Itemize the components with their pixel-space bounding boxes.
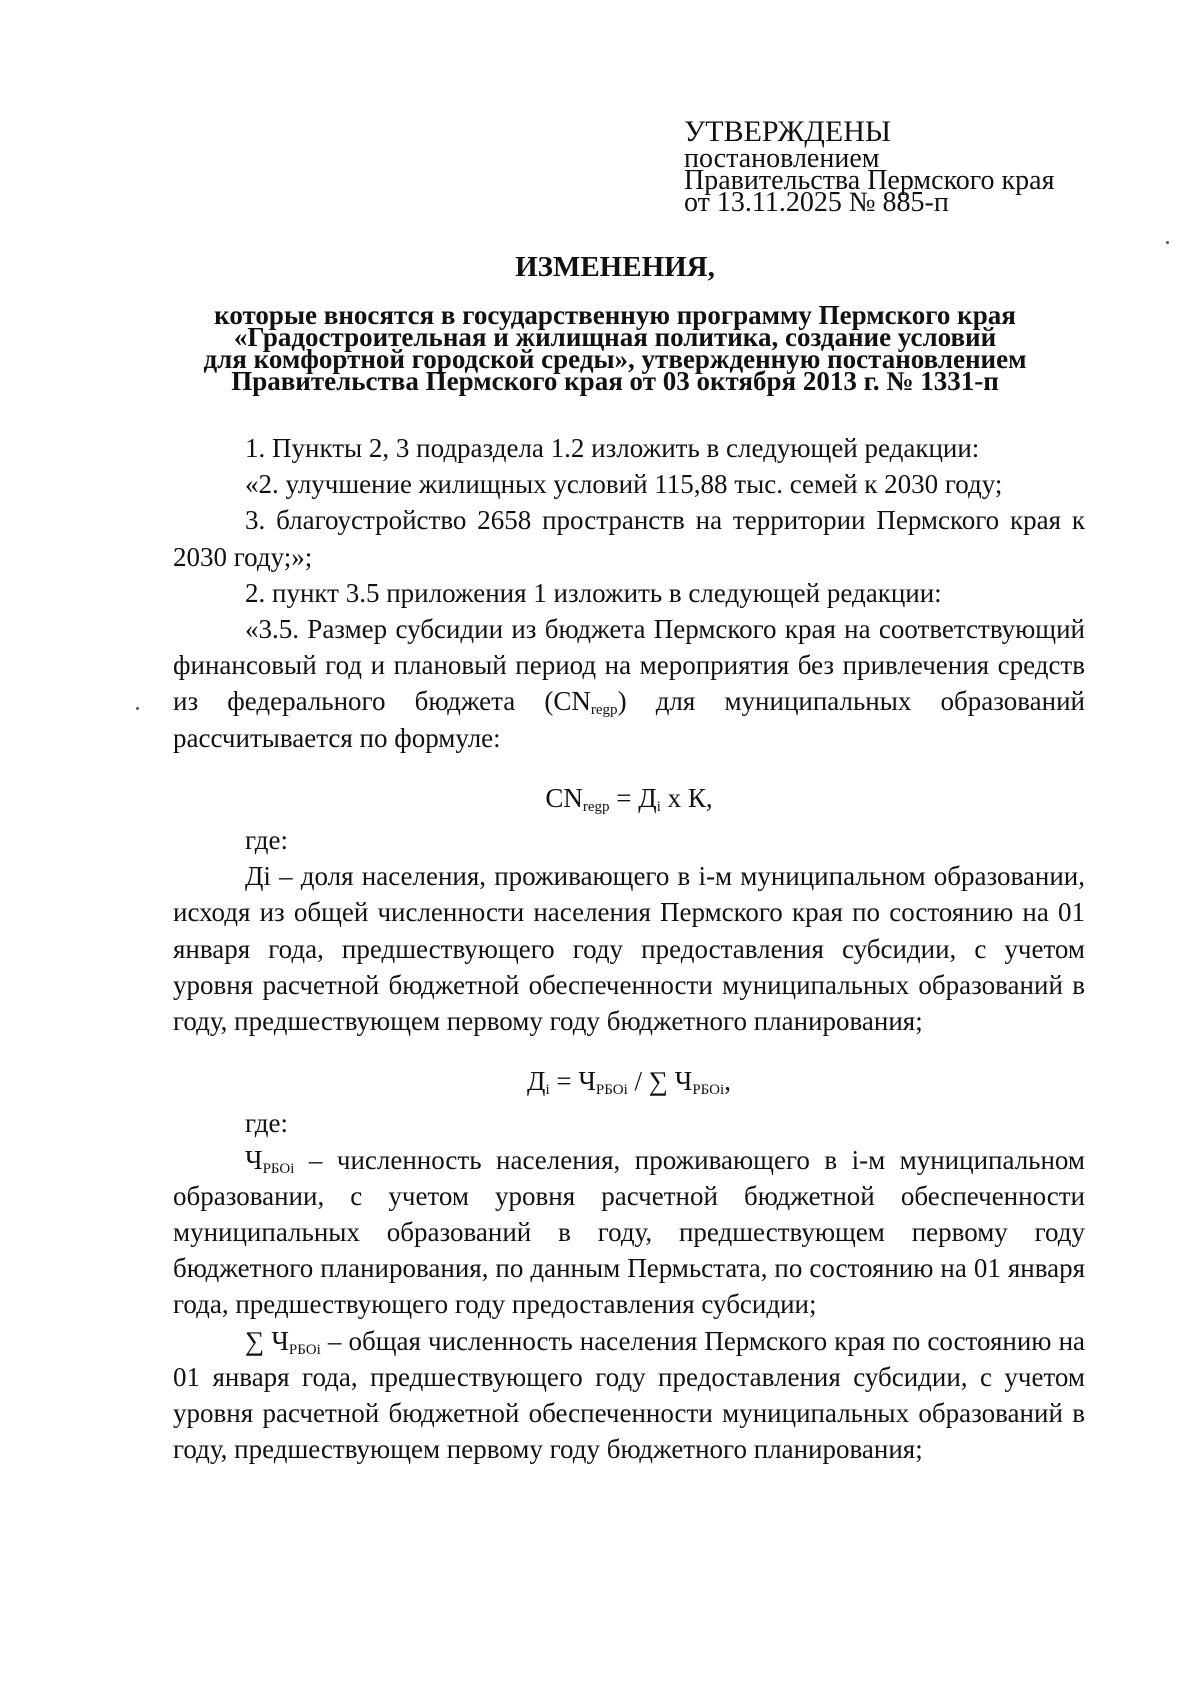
paragraph-7-symbol: Ч xyxy=(245,1144,263,1175)
formula-1-part-b: = Д xyxy=(609,782,657,813)
paragraph-8-subscript: РБОi xyxy=(288,1341,321,1358)
paragraph-8-text: – общая численность населения Пермского края по состоянию на 01 января года, предшествующего году предоставления субсидии, с учетом уровня расчетной бюджетной обеспеченности муниципальных образований в году, предшествующем первому году бюджетного планирования; xyxy=(173,1325,1086,1465)
paragraph-8 xyxy=(173,1323,1085,1468)
formula-1-sub-2: i xyxy=(656,798,661,815)
document-body xyxy=(173,430,1085,1467)
formula-1-part-c: х К, xyxy=(660,782,713,813)
paragraph-7-subscript: РБОi xyxy=(262,1160,295,1177)
paragraph-7 xyxy=(173,1142,1085,1323)
formula-2-part-b: = Ч xyxy=(549,1066,596,1097)
paragraph-2: «2. улучшение жилищных условий 115,88 тыс. семей к 2030 году; xyxy=(245,469,1003,500)
document-heading xyxy=(150,250,1080,396)
heading-subtitle-line-1: которые вносятся в государственную программу Пермского края xyxy=(214,300,1016,330)
paragraph-7-text: – численность населения, проживающего в i-м муниципальном образовании, с учетом уровня расчетной бюджетной обеспеченности муниципальных образований в году, предшествующем первому году бюджетного планирования, по данным Пермьстата, по состоянию на 01 января года, предшествующего году предоставления субсидии; xyxy=(173,1144,1085,1320)
heading-subtitle-line-4: Правительства Пермского края от 03 октября 2013 г. № 1331-п xyxy=(231,366,999,396)
paragraph-3: 3. благоустройство 2658 пространств на территории Пермского края к 2030 году;»; xyxy=(173,505,1085,572)
paragraph-1: 1. Пункты 2, 3 подраздела 1.2 изложить в следующей редакции: xyxy=(245,433,980,463)
where-label-2: где: xyxy=(245,1108,288,1139)
approval-line-2: Правительства Пермского края xyxy=(684,165,1055,196)
heading-subtitle xyxy=(150,300,1080,396)
formula-2-part-a: Д xyxy=(527,1066,546,1097)
approval-stamp xyxy=(684,115,1104,218)
formula-1-part-a: CN xyxy=(545,782,583,813)
where-label-1: где: xyxy=(245,825,288,856)
paragraph-4: 2. пункт 3.5 приложения 1 изложить в следующей редакции: xyxy=(245,577,942,608)
paragraph-8-symbol: ∑ Ч xyxy=(245,1325,289,1356)
formula-2-sub-3: РБОi xyxy=(692,1082,725,1099)
formula-2-part-c: / ∑ Ч xyxy=(627,1066,693,1097)
paragraph-5-text-a: «3.5. Размер субсидии из бюджета Пермского края на соответствующий финансовый год и плановый период на мероприятия без привлечения средств из федерального бюджета (CN xyxy=(173,614,1085,717)
paragraph-5-text-b: ) для муниципальных образований рассчитывается по формуле: xyxy=(173,686,1085,753)
scan-speck xyxy=(1166,241,1169,244)
formula-2-part-d: , xyxy=(724,1066,731,1097)
formula-2 xyxy=(173,1063,1085,1099)
formula-2-sub-2: РБОi xyxy=(595,1082,628,1099)
approval-line-1: постановлением xyxy=(684,143,880,174)
formula-1-sub-1: regp xyxy=(582,798,610,815)
heading-title: ИЗМЕНЕНИЯ, xyxy=(515,251,715,283)
heading-subtitle-line-2: «Градостроительная и жилищная политика, создание условий xyxy=(233,322,997,352)
paragraph-5 xyxy=(173,611,1085,756)
approval-line-3: от 13.11.2025 № 885-п xyxy=(684,187,949,218)
heading-subtitle-line-3: для комфортной городской среды», утвержденную постановлением xyxy=(203,344,1027,374)
approval-title: УТВЕРЖДЕНЫ xyxy=(684,115,892,148)
formula-1 xyxy=(173,780,1085,816)
paragraph-5-subscript: regp xyxy=(590,702,618,719)
scan-speck xyxy=(136,707,139,710)
formula-2-sub-1: i xyxy=(545,1082,550,1099)
paragraph-6: Дi – доля населения, проживающего в i-м муниципальном образовании, исходя из общей численности населения Пермского края по состоянию на 01 января года, предшествующего году предоставления субсидии, с учетом уровня расчетной бюджетной обеспеченности муниципальных образований в году, предшествующем первому году бюджетного планирования; xyxy=(173,861,1085,1037)
